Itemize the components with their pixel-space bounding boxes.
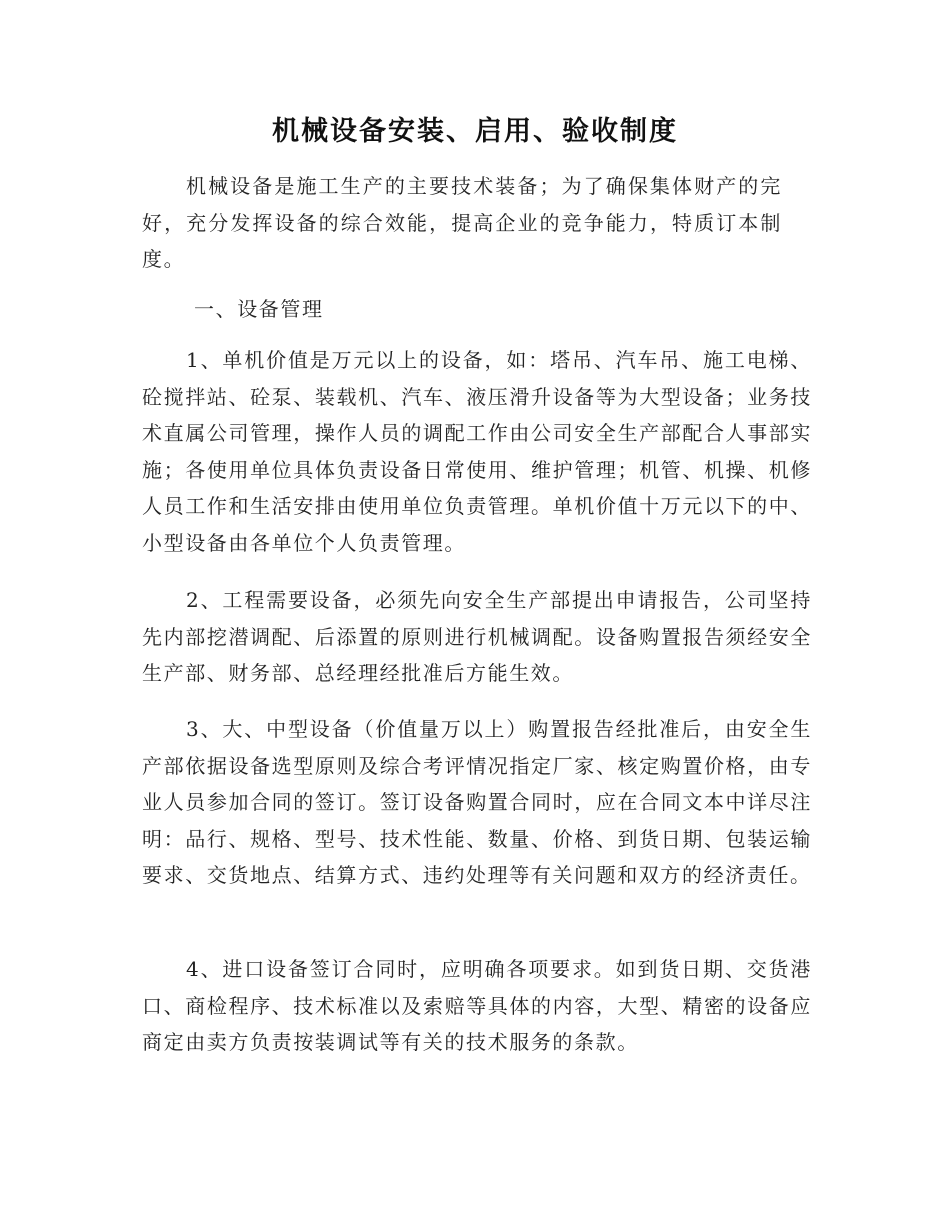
clause-paragraph-4: 4、进口设备签订合同时，应明确各项要求。如到货日期、交货港口、商检程序、技术标准以及索赔等具体的内容，大型、精密的设备应商定由卖方负责按装调试等有关的技术服务的条款。 [142, 957, 812, 1054]
intro-paragraph: 机械设备是施工生产的主要技术装备；为了确保集体财产的完好，充分发挥设备的综合效能，提高企业的竞争能力，特质订本制度。 [142, 174, 782, 271]
document-title: 机械设备安装、启用、验收制度 [272, 116, 678, 147]
section-heading-equipment-management: 一、设备管理 [194, 297, 324, 321]
clause-paragraph-2: 2、工程需要设备，必须先向安全生产部提出申请报告，公司坚持先内部挖潜调配、后添置的原则进行机械调配。设备购置报告须经安全生产部、财务部、总经理经批准后方能生效。 [142, 588, 812, 685]
clause-paragraph-3: 3、大、中型设备（价值量万以上）购置报告经批准后，由安全生产部依据设备选型原则及综合考评情况指定厂家、核定购置价格，由专业人员参加合同的签订。签订设备购置合同时，应在合同文本中详尽注明：品行、规格、型号、技术性能、数量、价格、到货日期、包装运输要求、交货地点、结算方式、违约处理等有关问题和双方的经济责任。 [142, 717, 812, 887]
clause-paragraph-1: 1、单机价值是万元以上的设备，如：塔吊、汽车吊、施工电梯、砼搅拌站、砼泵、装载机、汽车、液压滑升设备等为大型设备；业务技术直属公司管理，操作人员的调配工作由公司安全生产部配合人事部实施；各使用单位具体负责设备日常使用、维护管理；机管、机操、机修人员工作和生活安排由使用单位负责管理。单机价值十万元以下的中、小型设备由各单位个人负责管理。 [142, 348, 812, 555]
